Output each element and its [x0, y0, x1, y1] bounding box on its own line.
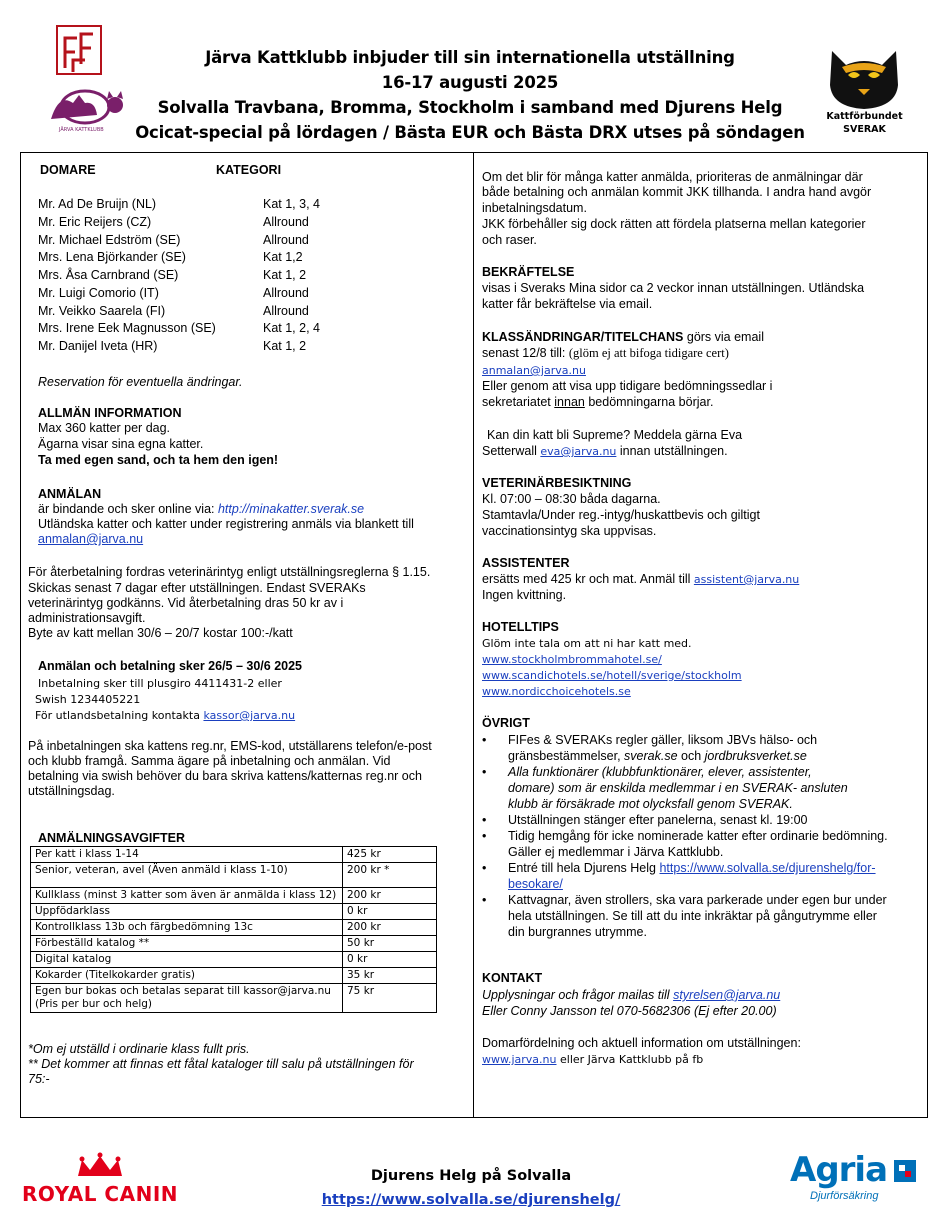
betalning-line: För utlandsbetalning kontakta kassor@jarva.nu	[35, 709, 296, 722]
agria-subtitle: Djurförsäkring	[810, 1190, 879, 1202]
fee-item: Egen bur bokas och betalas separat till kassor@jarva.nu (Pris per bur och helg)	[31, 984, 343, 1013]
fee-price: 425 kr	[343, 847, 437, 863]
fee-item: Senior, veteran, avel (Även anmäld i klass 1-10)	[31, 863, 343, 888]
judge-category: Allround	[263, 304, 309, 318]
list-item: Gäller ej medlemmar i Järva Kattklubb.	[508, 845, 724, 859]
bullet-dot: •	[482, 893, 487, 907]
betalning-line: Swish 1234405221	[35, 693, 141, 706]
column-divider	[473, 152, 474, 1118]
allman-line-bold: Ta med egen sand, och ta hem den igen!	[38, 453, 279, 467]
aterbetalning-line: För återbetalning fordras veterinärintyg enligt utställningsreglerna § 1.15.	[28, 565, 431, 579]
anmalan-email-link[interactable]: anmalan@jarva.nu	[38, 532, 144, 546]
judge-name: Mrs. Åsa Carnbrand (SE)	[38, 268, 179, 282]
intro-line: inbetalningsdatum.	[482, 201, 587, 215]
bullet-dot: •	[482, 765, 487, 779]
jarva-site-link[interactable]: www.jarva.nu	[482, 1053, 557, 1066]
bullet-dot: •	[482, 861, 487, 875]
klassandringar-line: sekretariatet innan bedömningarna börjar.	[482, 395, 714, 409]
bullet-dot: •	[482, 733, 487, 747]
klassandringar-line: Eller genom att visa upp tidigare bedömningssedlar i	[482, 379, 773, 393]
list-item: domare) som är enskilda medlemmar i en SVERAK- ansluten	[508, 781, 848, 795]
table-row	[31, 888, 437, 904]
judges-header-kategori: KATEGORI	[216, 163, 282, 177]
judge-category: Kat 1, 3, 4	[263, 197, 320, 211]
veterinar-line: vaccinationsintyg ska uppvisas.	[482, 524, 657, 538]
hotel-link[interactable]: www.stockholmbrommahotel.se/	[482, 653, 662, 666]
supreme-line: Setterwall eva@jarva.nu innan utställningen.	[482, 444, 728, 458]
fee-table	[30, 846, 437, 1013]
intro-line: både betalning och anmälan kommit JKK tillhanda. I andra hand avgör	[482, 185, 872, 199]
fee-item: Per katt i klass 1-14	[31, 847, 343, 863]
allman-line: Max 360 katter per dag.	[38, 421, 171, 435]
domar-info-line: www.jarva.nu eller Järva Kattklubb på fb	[482, 1053, 704, 1066]
list-item: Tidig hemgång för icke nominerade katter efter ordinarie bedömning.	[508, 829, 888, 843]
fee-item: Förbeställd katalog **	[31, 936, 343, 952]
assistenter-line: Ingen kvittning.	[482, 588, 567, 602]
judge-name: Mr. Veikko Saarela (FI)	[38, 304, 166, 318]
betalning-para: och klubb framgå. Samma ägare på inbetalning och anmälan. Vid	[28, 754, 391, 768]
solvalla-visitor-link-cont[interactable]: besokare/	[508, 877, 563, 891]
minakatter-link[interactable]: http://minakatter.sverak.se	[217, 502, 365, 516]
judge-category: Allround	[263, 286, 309, 300]
list-item: Alla funktionärer (klubbfunktionärer, elever, assistenter,	[508, 765, 812, 779]
klass-email-link[interactable]: anmalan@jarva.nu	[482, 364, 586, 377]
table-row	[31, 984, 437, 1013]
table-row	[31, 847, 437, 863]
bekraftelse-line: visas i Sveraks Mina sidor ca 2 veckor innan utställningen. Utländska	[482, 281, 865, 295]
fee-price: 75 kr	[343, 984, 437, 1013]
fee-price: 50 kr	[343, 936, 437, 952]
ovrigt-title: ÖVRIGT	[482, 716, 530, 730]
betalning-para: På inbetalningen ska kattens reg.nr, EMS-kod, utställarens telefon/e-post	[28, 739, 432, 753]
header-line-3: Solvalla Travbana, Bromma, Stockholm i samband med Djurens Helg	[157, 98, 783, 117]
betalning-title: Anmälan och betalning sker 26/5 – 30/6 2025	[38, 659, 303, 673]
fee-item: Uppfödarklass	[31, 904, 343, 920]
agria-text: Agria	[790, 1150, 888, 1190]
avgifter-title: ANMÄLNINGSAVGIFTER	[38, 831, 185, 845]
kontakt-title: KONTAKT	[482, 971, 543, 985]
svg-text:JÄRVA KATTKLUBB: JÄRVA KATTKLUBB	[59, 127, 104, 133]
allman-title: ALLMÄN INFORMATION	[38, 406, 182, 420]
list-item: klubb är försäkrade mot olycksfall genom SVERAK.	[508, 797, 793, 811]
jarva-kattklubb-logo	[45, 85, 130, 135]
fee-price: 0 kr	[343, 904, 437, 920]
domar-info-line: Domarfördelning och aktuell information om utställningen:	[482, 1036, 801, 1050]
anmalan-title: ANMÄLAN	[38, 487, 102, 501]
anmalan-line: är bindande och sker online via: http://minakatter.sverak.se	[38, 502, 365, 516]
fee-item: Kokarder (Titelkokarder gratis)	[31, 968, 343, 984]
fee-item: Kullklass (minst 3 katter som även är anmälda i klass 12)	[31, 888, 343, 904]
list-item: din burgrannes utrymme.	[508, 925, 647, 939]
judge-name: Mrs. Lena Björkander (SE)	[38, 250, 186, 264]
table-row	[31, 863, 437, 888]
veterinar-line: Stamtavla/Under reg.-intyg/huskattbevis och giltigt	[482, 508, 760, 522]
klassandringar-title: KLASSÄNDRINGAR/TITELCHANS görs via email	[482, 330, 764, 344]
aterbetalning-line: veterinärintyg godkänns. Vid återbetalning dras 50 kr av i	[28, 596, 344, 610]
fee-item: Digital katalog	[31, 952, 343, 968]
fee-price: 200 kr *	[343, 863, 437, 888]
fee-item: Kontrollklass 13b och färgbedömning 13c	[31, 920, 343, 936]
judge-category: Allround	[263, 233, 309, 247]
kontakt-line: Upplysningar och frågor mailas till styrelsen@jarva.nu	[482, 988, 781, 1002]
list-item: FIFes & SVERAKs regler gäller, liksom JBVs hälso- och	[508, 733, 818, 747]
fife-logo	[55, 24, 103, 76]
intro-line: Om det blir för många katter anmälda, prioriteras de anmälningar där	[482, 170, 863, 184]
list-item: gränsbestämmelser, sverak.se och jordbruksverket.se	[508, 749, 807, 763]
table-row	[31, 936, 437, 952]
anmalan-line: Utländska katter och katter under registrering anmäls via blankett till	[38, 517, 414, 531]
sverak-text-1: Kattförbundet	[826, 111, 903, 122]
supreme-line: Kan din katt bli Supreme? Meddela gärna Eva	[487, 428, 743, 442]
solvalla-visitor-link[interactable]: https://www.solvalla.se/djurenshelg/for-	[659, 861, 876, 875]
eva-email-link[interactable]: eva@jarva.nu	[540, 445, 617, 458]
bekraftelse-title: BEKRÄFTELSE	[482, 265, 575, 279]
aterbetalning-line: administrationsavgift.	[28, 611, 146, 625]
allman-line: Ägarna visar sina egna katter.	[38, 437, 204, 451]
avgifter-note: *Om ej utställd i ordinarie klass fullt pris.	[28, 1042, 250, 1056]
betalning-para: betalning via swish behöver du bara skriva kattens/katternas reg.nr och	[28, 769, 422, 783]
veterinar-line: Kl. 07:00 – 08:30 båda dagarna.	[482, 492, 661, 506]
hotelltips-line: Glöm inte tala om att ni har katt med.	[482, 637, 692, 650]
klassandringar-line: senast 12/8 till: (glöm ej att bifoga tidigare cert)	[482, 346, 729, 360]
header-line-4: Ocicat-special på lördagen / Bästa EUR och Bästa DRX utses på söndagen	[135, 123, 805, 142]
judges-header-domare: DOMARE	[40, 163, 96, 177]
fee-price: 200 kr	[343, 888, 437, 904]
avgifter-note: ** Det kommer att finnas ett fåtal kataloger till salu på utställningen för	[28, 1057, 414, 1071]
header-line-2: 16-17 augusti 2025	[381, 73, 559, 92]
bekraftelse-line: katter får bekräftelse via email.	[482, 297, 653, 311]
royal-canin-text: ROYAL CANIN	[21, 1182, 179, 1206]
avgifter-note: 75:-	[28, 1072, 50, 1086]
veterinar-title: VETERINÄRBESIKTNING	[482, 476, 632, 490]
styrelsen-email-link[interactable]: styrelsen@jarva.nu	[673, 988, 781, 1002]
list-item: Kattvagnar, även strollers, ska vara parkerade under egen bur under	[508, 893, 887, 907]
agria-logo	[790, 1150, 925, 1210]
fee-price: 200 kr	[343, 920, 437, 936]
hotel-link[interactable]: www.scandichotels.se/hotell/sverige/stockholm	[482, 669, 742, 682]
list-item: Utställningen stänger efter panelerna, senast kl. 19:00	[508, 813, 808, 827]
judge-category: Kat 1, 2	[263, 339, 307, 353]
judge-name: Mr. Ad De Bruijn (NL)	[38, 197, 157, 211]
judge-name: Mr. Danijel Iveta (HR)	[38, 339, 158, 353]
judge-name: Mr. Michael Edström (SE)	[38, 233, 181, 247]
betalning-line: Inbetalning sker till plusgiro 4411431-2 eller	[38, 677, 282, 690]
aterbetalning-line: Byte av katt mellan 30/6 – 20/7 kostar 100:-/katt	[28, 626, 293, 640]
reservation-note: Reservation för eventuella ändringar.	[38, 375, 243, 389]
judge-category: Kat 1, 2	[263, 268, 307, 282]
bullet-dot: •	[482, 813, 487, 827]
assistent-email-link[interactable]: assistent@jarva.nu	[693, 573, 800, 586]
sverak-text-2: SVERAK	[843, 124, 886, 135]
table-row	[31, 920, 437, 936]
kontakt-line: Eller Conny Jansson tel 070-5682306 (Ej efter 20.00)	[482, 1004, 777, 1018]
footer-djurenshelg-link[interactable]: https://www.solvalla.se/djurenshelg/	[321, 1192, 621, 1208]
bullet-dot: •	[482, 829, 487, 843]
fee-price: 0 kr	[343, 952, 437, 968]
header-line-1: Järva Kattklubb inbjuder till sin internationella utställning	[205, 48, 735, 67]
judge-name: Mrs. Irene Eek Magnusson (SE)	[38, 321, 216, 335]
assistenter-title: ASSISTENTER	[482, 556, 570, 570]
judge-category: Kat 1, 2, 4	[263, 321, 320, 335]
hotel-link[interactable]: www.nordicchoicehotels.se	[482, 685, 631, 698]
sverak-logo	[812, 45, 917, 140]
judge-name: Mr. Eric Reijers (CZ)	[38, 215, 152, 229]
aterbetalning-line: Skickas senast 7 dagar efter utställningen. Endast SVERAKs	[28, 581, 366, 595]
judge-category: Allround	[263, 215, 309, 229]
table-row	[31, 952, 437, 968]
intro-line: och raser.	[482, 233, 537, 247]
intro-line: JKK förbehåller sig dock rätten att fördela platserna mellan kategorier	[482, 217, 866, 231]
kassor-email-link[interactable]: kassor@jarva.nu	[203, 709, 296, 722]
footer-title: Djurens Helg på Solvalla	[370, 1168, 572, 1184]
betalning-para: utställningsdag.	[28, 784, 115, 798]
fee-price: 35 kr	[343, 968, 437, 984]
judge-category: Kat 1,2	[263, 250, 303, 264]
list-item: Entré till hela Djurens Helg https://www.solvalla.se/djurenshelg/for-	[508, 861, 876, 875]
assistenter-line: ersätts med 425 kr och mat. Anmäl till assistent@jarva.nu	[482, 572, 800, 586]
table-row	[31, 904, 437, 920]
agria-square-icon	[894, 1160, 916, 1182]
table-row	[31, 968, 437, 984]
judge-name: Mr. Luigi Comorio (IT)	[38, 286, 159, 300]
list-item: hela utställningen. Se till att du inte inkräktar på gångutrymme eller	[508, 909, 877, 923]
hotelltips-title: HOTELLTIPS	[482, 620, 559, 634]
